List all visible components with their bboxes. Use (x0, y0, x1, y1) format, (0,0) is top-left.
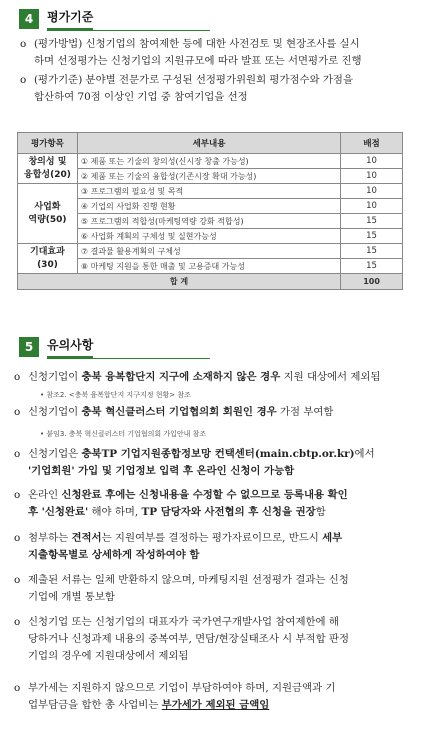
notice-item-quotation (14, 530, 423, 564)
detail-cell: ③ 프로그램의 필요성 및 목적 (77, 184, 340, 199)
notice-item-bonus (14, 404, 423, 421)
text: 해야 하며, (88, 506, 142, 518)
text-bold-underlined: 부가세가 제외된 금액임 (161, 699, 270, 711)
section-divider (47, 30, 210, 31)
text-bold: 신청완료 후에는 신청내용을 수정할 수 없으므로 등록내용 확인 (61, 489, 348, 501)
score-cell: 15 (341, 259, 403, 274)
text-line: 부가세는 지원하지 않으므로 기업이 부담하여야 하며, 지원금액과 기 (28, 682, 336, 694)
section-divider (47, 358, 210, 359)
text-bold: '기업회원' 가입 및 기업정보 입력 후 온라인 신청이 가능함 (28, 465, 295, 477)
text: 에서 (354, 448, 375, 460)
eval-criteria-paragraph (20, 72, 424, 106)
category-cell (18, 184, 78, 244)
bullet-marker: o (14, 574, 21, 586)
bullet-marker: o (14, 532, 21, 544)
text-line: (평가방법) 신청기업의 참여제한 등에 대한 사전검토 및 현장조사를 실시 (34, 38, 360, 50)
text: 함 (315, 506, 326, 518)
table-header-row (18, 133, 403, 154)
table-row (18, 154, 403, 169)
text-line: 제출된 서류는 일체 반환하지 않으며, 마케팅지원 선정평가 결과는 신청 (28, 574, 349, 586)
section-number: 5 (19, 337, 39, 357)
header-score: 배점 (341, 133, 403, 154)
score-cell: 10 (341, 169, 403, 184)
section-number: 4 (19, 9, 39, 29)
category-line: 사업화 (34, 201, 61, 212)
text-bold: 견적서 (71, 532, 102, 544)
text: 지원 대상에서 제외됨 (280, 371, 381, 383)
detail-cell: ④ 기업의 사업화 진행 현황 (77, 199, 340, 214)
score-cell: 10 (341, 154, 403, 169)
score-cell: 10 (341, 199, 403, 214)
bullet-marker: o (14, 406, 21, 418)
detail-cell: ⑦ 결과물 활용계획의 구체성 (77, 244, 340, 259)
score-cell: 15 (341, 244, 403, 259)
category-line: 융합성(20) (24, 169, 71, 180)
total-score: 100 (341, 274, 403, 290)
bullet-marker: o (20, 74, 27, 86)
header-detail: 세부내용 (77, 133, 340, 154)
category-cell (18, 244, 78, 274)
table-row (18, 244, 403, 259)
detail-cell: ⑥ 사업화 계획의 구체성 및 실현가능성 (77, 229, 340, 244)
score-cell: 15 (341, 229, 403, 244)
text-bold: 충북 혁신클러스터 기업협의회 회원인 경우 (81, 406, 277, 418)
notice-item-documents (14, 572, 423, 606)
notice-item-location (14, 369, 423, 386)
bullet-marker: o (14, 371, 21, 383)
detail-cell: ⑧ 마케팅 지원을 통한 매출 및 고용증대 가능성 (77, 259, 340, 274)
text: 신청기업이 (28, 371, 82, 383)
category-line: 기대효과 (30, 246, 65, 257)
category-line: (30) (37, 259, 58, 270)
text: 신청기업은 (28, 448, 82, 460)
detail-cell: ⑤ 프로그램의 적합성(마케팅역량 강화 적합성) (77, 214, 340, 229)
category-line: 역량(50) (28, 214, 67, 225)
header-category: 평가항목 (18, 133, 78, 154)
text-bold: 충북 융복합단지 지구에 소재하지 않은 경우 (81, 371, 281, 383)
text-line: 신청기업 또는 신청기업의 대표자가 국가연구개발사업 참여제한에 해 (28, 616, 339, 628)
section-title: 평가기준 (47, 8, 93, 30)
text-line: (평가기준) 분야별 전문가로 구성된 선정평가위원회 평가점수와 가점을 (34, 74, 354, 86)
text-bold: 충북TP 기업지원종합정보망 컨택센터(main.cbtp.or.kr) (81, 448, 355, 460)
text-line: 기업의 경우에 지원대상에서 제외됨 (28, 650, 189, 662)
detail-cell: ① 제품 또는 기술의 창의성(신시장 창출 가능성) (77, 154, 340, 169)
table-row (18, 184, 403, 199)
text-bold: TP 담당자와 사전협의 후 신청을 권장 (141, 506, 316, 518)
reference-note: • 참조2. <충북 융복합단지 지구지정 현황> 참조 (40, 391, 191, 399)
notice-item-vat (14, 680, 423, 714)
text-bold: 세부 (322, 532, 343, 544)
text: 가점 부여함 (276, 406, 334, 418)
table-total-row (18, 274, 403, 290)
text: 신청기업이 (28, 406, 82, 418)
bullet-marker: o (14, 448, 21, 460)
notice-item-completion (14, 487, 423, 521)
detail-cell: ② 제품 또는 기술의 융합성(기존시장 확대 가능성) (77, 169, 340, 184)
category-cell (18, 154, 78, 184)
bullet-marker: o (14, 682, 21, 694)
text-line: 기업에 개별 통보함 (28, 591, 115, 603)
text: 는 지원여부를 결정하는 평가자료이므로, 반드시 (101, 532, 323, 544)
evaluation-table (17, 132, 403, 290)
eval-method-paragraph (20, 36, 424, 70)
text-bold: 후 '신청완료' (28, 506, 89, 518)
category-line: 창의성 및 (28, 156, 67, 167)
score-cell: 10 (341, 184, 403, 199)
total-label: 합 계 (18, 274, 341, 290)
section-4-header (19, 8, 93, 30)
reference-note: • 붙임3. 충북 혁신클러스터 기업협의회 가입안내 참조 (40, 430, 207, 438)
text-line: 합산하여 70점 이상인 기업 중 참여기업을 선정 (34, 91, 248, 103)
text-line: 당하거나 신청과제 내용의 중복여부, 면담/현장실태조사 시 부적합 판정 (28, 633, 350, 645)
bullet-marker: o (14, 489, 21, 501)
text: 온라인 (28, 489, 62, 501)
text-bold: 지출항목별로 상세하게 작성하여야 함 (28, 549, 200, 561)
notice-item-exclusion (14, 614, 423, 665)
section-5-header (19, 336, 93, 358)
text: 업부담금을 합한 총 사업비는 (28, 699, 162, 711)
section-title: 유의사항 (47, 336, 93, 358)
score-cell: 15 (341, 214, 403, 229)
text: 첨부하는 (28, 532, 72, 544)
bullet-marker: o (20, 38, 27, 50)
text-line: 하며 선정평가는 신청기업의 지원규모에 따라 발표 또는 서면평가로 진행 (34, 55, 362, 67)
notice-item-application (14, 446, 423, 480)
bullet-marker: o (14, 616, 21, 628)
